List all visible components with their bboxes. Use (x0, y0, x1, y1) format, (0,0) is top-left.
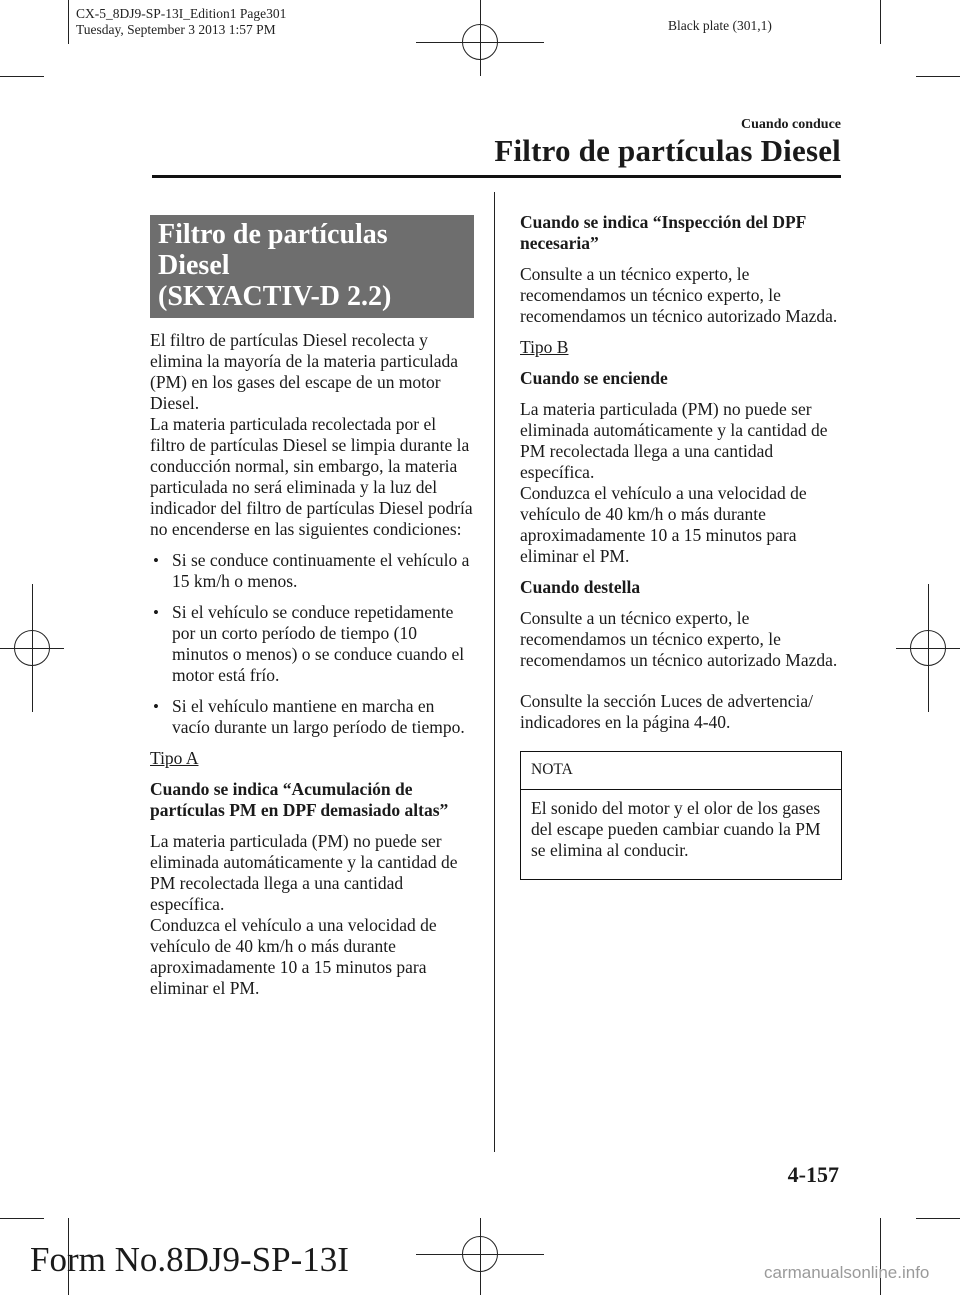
running-header-section: Cuando conduce (741, 117, 841, 132)
list-item (150, 602, 474, 686)
body-enciende-paragraph-2: Conduzca el vehículo a una velocidad de vehículo de 40 km/h o más durante aproximadamente 10 a 15 minutos para eliminar el PM. (520, 483, 807, 566)
watermark-logo: carmanualsonline.info (764, 1263, 930, 1282)
plate-label: Black plate (301,1) (668, 18, 772, 33)
running-header-title: Filtro de partículas Diesel (494, 133, 841, 168)
print-info-line2: Tuesday, September 3 2013 1:57 PM (76, 22, 276, 37)
column-divider (494, 192, 495, 1152)
note-box (520, 751, 842, 880)
tipo-a-label: Tipo A (150, 748, 199, 768)
body-a-paragraph-1: La materia particulada (PM) no puede ser eliminada automáticamente y la cantidad de PM recolectada llega a una cantidad específica. (150, 831, 458, 914)
heading-inspeccion: Cuando se indica “Inspección del DPF necesaria” (520, 212, 806, 253)
note-body: El sonido del motor y el olor de los gases del escape pueden cambiar cuando la PM se elimina al conducir. (531, 798, 821, 860)
conditions-list (150, 550, 474, 738)
section-title-box (150, 215, 474, 318)
list-item-text: Si se conduce continuamente el vehículo a 15 km/h o menos. (172, 550, 470, 591)
form-number: Form No.8DJ9-SP-13I (30, 1240, 349, 1279)
list-item (150, 696, 474, 738)
bullet-icon: • (153, 697, 159, 716)
list-item-text: Si el vehículo se conduce repetidamente por un corto período de tiempo (10 minutos o menos) o se conduce cuando el motor está frío. (172, 602, 465, 685)
reference-paragraph: Consulte la sección Luces de advertencia/ indicadores en la página 4-40. (520, 691, 814, 732)
bullet-icon: • (153, 603, 159, 622)
heading-enciende: Cuando se enciende (520, 368, 668, 388)
body-inspeccion: Consulte a un técnico experto, le recomendamos un técnico experto, le recomendamos un técnico autorizado Mazda. (520, 264, 838, 326)
print-info-line1: CX-5_8DJ9-SP-13I_Edition1 Page301 (76, 6, 287, 21)
note-title: NOTA (521, 752, 841, 790)
bullet-icon: • (153, 551, 159, 570)
list-item-text: Si el vehículo mantiene en marcha en vacío durante un largo período de tiempo. (172, 696, 465, 737)
intro-paragraph-1: El filtro de partículas Diesel recolecta y elimina la mayoría de la materia particulada (PM) en los gases del escape de un motor Diesel. (150, 330, 459, 413)
print-info (76, 6, 286, 38)
header-rule (152, 175, 841, 178)
heading-acumulacion: Cuando se indica “Acumulación de partículas PM en DPF demasiado altas” (150, 779, 449, 820)
right-column (520, 212, 842, 880)
body-destella: Consulte a un técnico experto, le recomendamos un técnico experto, le recomendamos un técnico autorizado Mazda. (520, 608, 838, 670)
page-number: 4-157 (787, 1162, 839, 1187)
tipo-b-label: Tipo B (520, 337, 569, 357)
section-title-line1: Filtro de partículas Diesel (158, 219, 388, 281)
section-title-line2: (SKYACTIV-D 2.2) (158, 281, 392, 312)
left-column (150, 215, 474, 1009)
body-a-paragraph-2: Conduzca el vehículo a una velocidad de vehículo de 40 km/h o más durante aproximadamente 10 a 15 minutos para eliminar el PM. (150, 915, 437, 998)
heading-destella: Cuando destella (520, 577, 641, 597)
body-enciende-paragraph-1: La materia particulada (PM) no puede ser eliminada automáticamente y la cantidad de PM recolectada llega a una cantidad específica. (520, 399, 828, 482)
intro-paragraph-2: La materia particulada recolectada por el filtro de partículas Diesel se limpia durante la conducción normal, sin embargo, la materia particulada no será eliminada y la luz del indicador del filtro de partículas Diesel podría no encenderse en las siguientes condiciones: (150, 414, 473, 539)
list-item (150, 550, 474, 592)
